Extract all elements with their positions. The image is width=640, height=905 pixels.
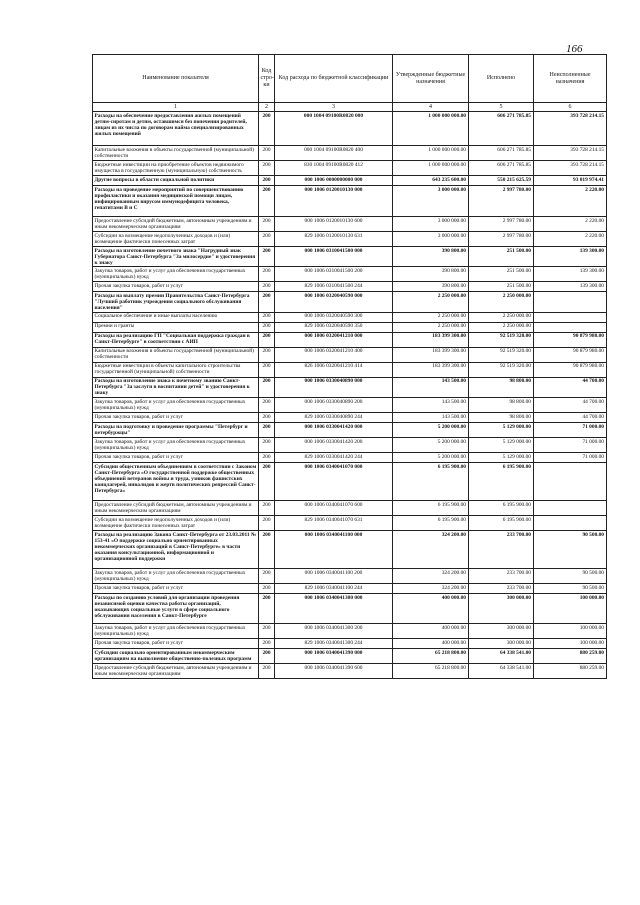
row-classification: 000 1006 0320041210 400: [275, 347, 393, 362]
column-number: 3: [275, 103, 393, 112]
row-unexecuted: 2 220.00: [534, 186, 607, 217]
row-code: 200: [259, 186, 275, 217]
column-number-row: [93, 103, 607, 112]
row-approved: 1 000 000 000.00: [393, 112, 469, 146]
row-name: Расходы на изготовление знака к почетному званию Санкт-Петербурга "За заслуги в воспитании детей" и удостоверения к знаку: [93, 377, 259, 397]
row-code: 200: [259, 312, 275, 322]
header-name: Наименование показателя: [93, 55, 259, 103]
row-executed: 98 800.00: [469, 397, 534, 412]
row-name: Субсидии на возмещение недополученных доходов и (или) возмещение фактически понесенных затрат: [93, 515, 259, 530]
row-unexecuted: [534, 322, 607, 332]
table-row: [93, 347, 607, 362]
row-classification: 826 1006 0320041210 414: [275, 362, 393, 377]
row-unexecuted: 139 300.00: [534, 247, 607, 267]
row-name: Субсидии социально ориентированным некоммерческим организациям на выполнение общественно-полезных программ: [93, 648, 259, 663]
row-classification: 000 1006 0340041390 600: [275, 663, 393, 678]
row-approved: 3 000 000.00: [393, 217, 469, 232]
row-classification: 000 1006 0340041100 200: [275, 568, 393, 583]
table-body: [93, 112, 607, 679]
row-unexecuted: 44 700.00: [534, 397, 607, 412]
row-name: Субсидии общественным объединениям в соответствии с Законом Санкт-Петербурга «О государственной поддержке общественных объединений ветеранов войны и труда, узников фашистских концлагерей, инвалидов и жертв политических репрессий Санкт-Петербурга»: [93, 462, 259, 500]
row-unexecuted: 71 000.00: [534, 422, 607, 437]
row-executed: 92 519 320.00: [469, 362, 534, 377]
row-executed: 550 215 625.59: [469, 176, 534, 186]
row-executed: 6 195 900.00: [469, 500, 534, 515]
table-row: [93, 663, 607, 678]
row-unexecuted: 2 220.00: [534, 217, 607, 232]
row-approved: 143 500.00: [393, 397, 469, 412]
row-unexecuted: 100 000.00: [534, 638, 607, 648]
table-row: [93, 112, 607, 146]
row-code: 200: [259, 362, 275, 377]
table-row: [93, 583, 607, 593]
header-unexecuted: Неисполненные назначения: [534, 55, 607, 103]
row-approved: 390 800.00: [393, 247, 469, 267]
row-approved: 3 000 000.00: [393, 186, 469, 217]
row-executed: 64 338 541.00: [469, 648, 534, 663]
table-row: [93, 232, 607, 247]
row-name: Закупка товаров, работ и услуг для обеспечения государственных (муниципальных) нужд: [93, 267, 259, 282]
row-code: 200: [259, 322, 275, 332]
row-unexecuted: 880 259.00: [534, 663, 607, 678]
column-number: 4: [393, 103, 469, 112]
row-classification: 829 1006 0310041500 244: [275, 282, 393, 292]
row-name: Предоставление субсидий бюджетным, автономным учреждениям и иным некоммерческим организациям: [93, 217, 259, 232]
row-code: 200: [259, 332, 275, 347]
table-row: [93, 247, 607, 267]
row-code: 200: [259, 568, 275, 583]
row-name: Расходы на изготовление почетного знака "Нагрудный знак Губернатора Санкт-Петербурга "За милосердие" и удостоверения к знаку: [93, 247, 259, 267]
budget-execution-table: [92, 54, 607, 679]
header-classification: Код расхода по бюджетной классификации: [275, 55, 393, 103]
row-approved: 324 200.00: [393, 530, 469, 568]
row-classification: 000 1006 0320040590 300: [275, 312, 393, 322]
row-approved: 6 195 900.00: [393, 515, 469, 530]
row-classification: 000 1006 0120010130 000: [275, 186, 393, 217]
row-classification: 829 1006 0340041070 631: [275, 515, 393, 530]
row-code: 200: [259, 176, 275, 186]
row-unexecuted: 2 220.00: [534, 232, 607, 247]
row-approved: 2 250 000.00: [393, 292, 469, 312]
row-executed: 233 700.00: [469, 568, 534, 583]
table-row: [93, 412, 607, 422]
header-code: Код стро-ки: [259, 55, 275, 103]
row-unexecuted: 393 728 214.15: [534, 161, 607, 176]
column-number: 6: [534, 103, 607, 112]
row-code: 200: [259, 292, 275, 312]
row-executed: 300 000.00: [469, 623, 534, 638]
column-number: 1: [93, 103, 259, 112]
row-executed: 98 800.00: [469, 377, 534, 397]
row-code: 200: [259, 583, 275, 593]
row-unexecuted: 44 700.00: [534, 412, 607, 422]
row-code: 200: [259, 452, 275, 462]
row-code: 200: [259, 146, 275, 161]
row-approved: 390 800.00: [393, 267, 469, 282]
column-number: 5: [469, 103, 534, 112]
row-approved: 324 200.00: [393, 583, 469, 593]
row-executed: 251 500.00: [469, 267, 534, 282]
row-executed: 64 338 541.00: [469, 663, 534, 678]
row-classification: 829 1006 0330041420 244: [275, 452, 393, 462]
row-code: 200: [259, 437, 275, 452]
row-name: Прочая закупка товаров, работ и услуг: [93, 282, 259, 292]
row-approved: 400 000.00: [393, 638, 469, 648]
row-executed: 6 195 900.00: [469, 462, 534, 500]
row-unexecuted: 393 728 214.15: [534, 112, 607, 146]
row-classification: 000 1006 0320040590 000: [275, 292, 393, 312]
table-row: [93, 397, 607, 412]
table-row: [93, 322, 607, 332]
row-classification: 000 1006 0330041420 000: [275, 422, 393, 437]
row-executed: 98 800.00: [469, 412, 534, 422]
table-row: [93, 267, 607, 282]
row-approved: 6 195 900.00: [393, 500, 469, 515]
row-approved: 390 800.00: [393, 282, 469, 292]
table-row: [93, 462, 607, 500]
row-classification: 000 1006 0320041210 000: [275, 332, 393, 347]
row-code: 200: [259, 247, 275, 267]
row-classification: 000 1006 0310041500 000: [275, 247, 393, 267]
row-classification: 000 1004 09100R0820 400: [275, 146, 393, 161]
row-code: 200: [259, 593, 275, 623]
row-classification: 000 1006 0330041420 200: [275, 437, 393, 452]
row-name: Премии и гранты: [93, 322, 259, 332]
row-name: Закупка товаров, работ и услуг для обеспечения государственных (муниципальных) нужд: [93, 568, 259, 583]
row-code: 200: [259, 500, 275, 515]
row-code: 200: [259, 267, 275, 282]
row-classification: 000 1006 0340041070 600: [275, 500, 393, 515]
table-row: [93, 362, 607, 377]
row-code: 200: [259, 663, 275, 678]
row-classification: 000 1004 09100R0820 000: [275, 112, 393, 146]
row-unexecuted: 44 700.00: [534, 377, 607, 397]
row-classification: 829 1006 0340041300 244: [275, 638, 393, 648]
row-code: 200: [259, 412, 275, 422]
row-code: 200: [259, 623, 275, 638]
row-unexecuted: 90 500.00: [534, 568, 607, 583]
row-classification: 000 1006 0120010130 600: [275, 217, 393, 232]
table-row: [93, 422, 607, 437]
row-name: Социальное обеспечение и иные выплаты населению: [93, 312, 259, 322]
table-row: [93, 593, 607, 623]
page-number: 166: [566, 43, 583, 55]
table-row: [93, 530, 607, 568]
row-approved: 65 218 800.00: [393, 648, 469, 663]
table-row: [93, 638, 607, 648]
row-classification: 000 1006 0330040890 200: [275, 397, 393, 412]
row-code: 200: [259, 397, 275, 412]
table-row: [93, 282, 607, 292]
row-approved: 400 000.00: [393, 593, 469, 623]
row-classification: 000 1006 0340041300 200: [275, 623, 393, 638]
row-executed: 92 519 320.00: [469, 347, 534, 362]
row-approved: 65 218 800.00: [393, 663, 469, 678]
row-classification: 000 1006 0330040890 000: [275, 377, 393, 397]
row-name: Закупка товаров, работ и услуг для обеспечения государственных (муниципальных) нужд: [93, 623, 259, 638]
row-code: 200: [259, 377, 275, 397]
row-name: Расходы по созданию условий для организации проведения независимой оценки качества работы организаций, оказывающих социальные услуги в сфере социального обслуживания населения в Санкт-Петербурге: [93, 593, 259, 623]
row-unexecuted: [534, 515, 607, 530]
table-row: [93, 377, 607, 397]
row-approved: 2 250 000.00: [393, 312, 469, 322]
row-name: Расходы на реализацию ГП "Социальная поддержка граждан в Санкт-Петербурге" в соответствии с АИП: [93, 332, 259, 347]
row-executed: 5 129 000.00: [469, 437, 534, 452]
row-code: 200: [259, 648, 275, 663]
row-classification: 000 1006 0340041100 000: [275, 530, 393, 568]
row-unexecuted: 93 019 974.41: [534, 176, 607, 186]
row-classification: 000 1006 0000000000 000: [275, 176, 393, 186]
row-unexecuted: 393 728 214.15: [534, 146, 607, 161]
row-classification: 000 1006 0340041300 000: [275, 593, 393, 623]
row-executed: 300 000.00: [469, 638, 534, 648]
row-unexecuted: 139 300.00: [534, 282, 607, 292]
row-approved: 143 500.00: [393, 412, 469, 422]
row-unexecuted: 90 500.00: [534, 530, 607, 568]
row-approved: 143 500.00: [393, 377, 469, 397]
row-name: Прочая закупка товаров, работ и услуг: [93, 583, 259, 593]
row-approved: 5 200 000.00: [393, 437, 469, 452]
row-unexecuted: 71 000.00: [534, 437, 607, 452]
table-row: [93, 437, 607, 452]
row-name: Прочая закупка товаров, работ и услуг: [93, 452, 259, 462]
row-executed: 2 997 780.00: [469, 217, 534, 232]
row-unexecuted: 139 300.00: [534, 267, 607, 282]
row-unexecuted: 880 259.00: [534, 648, 607, 663]
row-name: Бюджетные инвестиции в объекты капитального строительства государственной (муниципальной) собственности: [93, 362, 259, 377]
row-code: 200: [259, 530, 275, 568]
row-unexecuted: [534, 312, 607, 322]
row-approved: 1 000 000 000.00: [393, 146, 469, 161]
row-code: 200: [259, 112, 275, 146]
row-classification: 829 1006 0330040890 244: [275, 412, 393, 422]
row-approved: 2 250 000.00: [393, 322, 469, 332]
row-approved: 6 195 900.00: [393, 462, 469, 500]
row-code: 200: [259, 347, 275, 362]
row-code: 200: [259, 515, 275, 530]
table-row: [93, 500, 607, 515]
row-unexecuted: 100 000.00: [534, 623, 607, 638]
row-approved: 324 200.00: [393, 568, 469, 583]
row-executed: 233 700.00: [469, 530, 534, 568]
row-classification: 000 1006 0340041390 000: [275, 648, 393, 663]
row-executed: 2 250 000.00: [469, 312, 534, 322]
row-code: 200: [259, 638, 275, 648]
table-row: [93, 146, 607, 161]
row-classification: 829 1006 0340041100 244: [275, 583, 393, 593]
row-executed: 606 271 785.85: [469, 161, 534, 176]
row-code: 200: [259, 422, 275, 437]
row-approved: 643 235 600.00: [393, 176, 469, 186]
row-unexecuted: 90 879 980.00: [534, 362, 607, 377]
column-number: 2: [259, 103, 275, 112]
row-approved: 5 200 000.00: [393, 452, 469, 462]
row-name: Расходы на подготовку и проведение программы "Петербург и петербуржцы": [93, 422, 259, 437]
table-row: [93, 217, 607, 232]
row-unexecuted: 90 879 980.00: [534, 332, 607, 347]
table-row: [93, 176, 607, 186]
row-name: Субсидии на возмещение недополученных доходов и (или) возмещение фактически понесенных затрат: [93, 232, 259, 247]
row-executed: 6 195 900.00: [469, 515, 534, 530]
row-code: 200: [259, 161, 275, 176]
row-name: Другие вопросы в области социальной политики: [93, 176, 259, 186]
row-approved: 400 000.00: [393, 623, 469, 638]
table-row: [93, 515, 607, 530]
row-approved: 183 399 300.00: [393, 347, 469, 362]
row-executed: 5 129 000.00: [469, 452, 534, 462]
row-unexecuted: 90 500.00: [534, 583, 607, 593]
row-unexecuted: 100 000.00: [534, 593, 607, 623]
table-row: [93, 292, 607, 312]
row-name: Расходы на проведение мероприятий по совершенствованию профилактики и оказания медицинской помощи лицам, инфицированным вирусом иммунодефицита человека, гепатитами В и С: [93, 186, 259, 217]
row-name: Расходы на выплату премии Правительства Санкт-Петербурга "Лучший работник учреждения социального обслуживания населения": [93, 292, 259, 312]
row-classification: 829 1006 0120010130 631: [275, 232, 393, 247]
row-unexecuted: [534, 292, 607, 312]
table-row: [93, 452, 607, 462]
row-name: Капитальные вложения в объекты государственной (муниципальной) собственности: [93, 347, 259, 362]
table-header-row: [93, 55, 607, 103]
row-classification: 000 1006 0310041500 200: [275, 267, 393, 282]
row-executed: 92 519 320.00: [469, 332, 534, 347]
row-code: 200: [259, 232, 275, 247]
row-approved: 1 000 000 000.00: [393, 161, 469, 176]
row-name: Прочая закупка товаров, работ и услуг: [93, 412, 259, 422]
table-row: [93, 648, 607, 663]
row-executed: 233 700.00: [469, 583, 534, 593]
row-executed: 251 500.00: [469, 247, 534, 267]
row-unexecuted: [534, 500, 607, 515]
row-classification: 000 1006 0340041070 000: [275, 462, 393, 500]
row-name: Прочая закупка товаров, работ и услуг: [93, 638, 259, 648]
row-approved: 183 399 300.00: [393, 332, 469, 347]
row-name: Закупка товаров, работ и услуг для обеспечения государственных (муниципальных) нужд: [93, 397, 259, 412]
header-approved: Утвержденные бюджетные назначения: [393, 55, 469, 103]
row-executed: 606 271 785.85: [469, 112, 534, 146]
row-name: Бюджетные инвестиции на приобретение объектов недвижимого имущества в государственную (муниципальную) собственность: [93, 161, 259, 176]
table-row: [93, 623, 607, 638]
row-unexecuted: 90 879 980.00: [534, 347, 607, 362]
table-row: [93, 161, 607, 176]
row-name: Расходы на обеспечение предоставления жилых помещений детям-сиротам и детям, оставшимся без попечения родителей, лицам из их числа по договорам найма специализированных жилых помещений: [93, 112, 259, 146]
row-executed: 2 997 780.00: [469, 232, 534, 247]
row-code: 200: [259, 217, 275, 232]
row-unexecuted: 71 000.00: [534, 452, 607, 462]
row-approved: 183 399 300.00: [393, 362, 469, 377]
table-row: [93, 332, 607, 347]
row-classification: 830 1004 09100R0820 412: [275, 161, 393, 176]
table-row: [93, 186, 607, 217]
row-approved: 3 000 000.00: [393, 232, 469, 247]
row-executed: 5 129 000.00: [469, 422, 534, 437]
row-executed: 2 997 780.00: [469, 186, 534, 217]
row-name: Закупка товаров, работ и услуг для обеспечения государственных (муниципальных) нужд: [93, 437, 259, 452]
row-approved: 5 200 000.00: [393, 422, 469, 437]
row-executed: 300 000.00: [469, 593, 534, 623]
row-code: 200: [259, 282, 275, 292]
row-unexecuted: [534, 462, 607, 500]
header-executed: Исполнено: [469, 55, 534, 103]
row-executed: 2 250 000.00: [469, 292, 534, 312]
row-code: 200: [259, 462, 275, 500]
table-row: [93, 312, 607, 322]
row-name: Расходы на реализацию Закона Санкт-Петербурга от 23.03.2011 № 153-41 «О поддержке социально ориентированных некоммерческих организаций в Санкт-Петербурге» в части оказания консультационной, информационной и организационной поддержки: [93, 530, 259, 568]
row-executed: 606 271 785.85: [469, 146, 534, 161]
row-name: Предоставление субсидий бюджетным, автономным учреждениям и иным некоммерческим организациям: [93, 663, 259, 678]
row-executed: 251 500.00: [469, 282, 534, 292]
row-name: Предоставление субсидий бюджетным, автономным учреждениям и иным некоммерческим организациям: [93, 500, 259, 515]
row-name: Капитальные вложения в объекты государственной (муниципальной) собственности: [93, 146, 259, 161]
row-classification: 829 1006 0320040590 350: [275, 322, 393, 332]
table-row: [93, 568, 607, 583]
row-executed: 2 250 000.00: [469, 322, 534, 332]
